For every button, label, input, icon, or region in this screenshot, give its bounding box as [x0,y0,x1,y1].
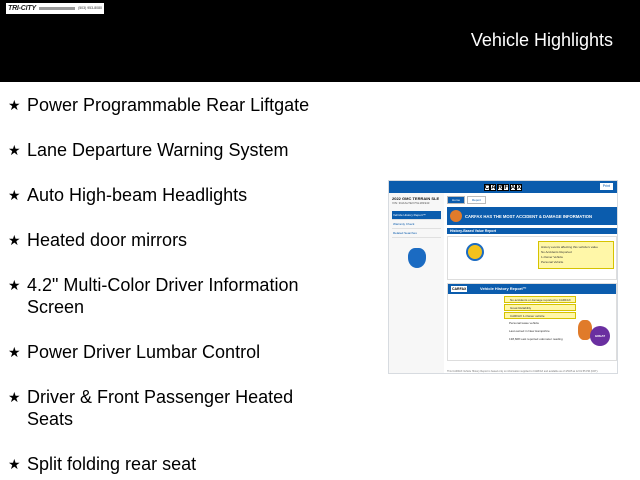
vhr-list [504,296,576,344]
vehicle-name: 2022 GMC TERRAIN SLE [392,196,440,201]
vhr-item: Last owned in New Hampshire [504,328,576,335]
vhr-item: Great Reliability [504,304,576,311]
vehicle-vin: VIN: 3GKALTEV7NL181943 [392,201,430,205]
dealer-logo[interactable] [6,3,104,14]
feature-text: Auto High-beam Headlights [27,185,248,205]
star-icon: ★ [8,344,21,360]
feature-text: Driver & Front Passenger Heated Seats [27,387,294,429]
value-event: 1-Owner Vehicle [541,255,564,259]
star-icon: ★ [8,456,21,472]
banner-text: CARFAX HAS THE MOST ACCIDENT & DAMAGE INFORMATION [465,213,593,219]
star-icon: ★ [8,277,21,293]
vehicle-history-report [447,283,617,361]
logo-tagline [39,7,75,10]
tab-home[interactable]: Home [447,196,465,204]
feature-text: Split folding rear seat [27,454,197,474]
carfax-logo-letter: A [491,184,496,191]
value-report-box [447,236,617,280]
carfax-main [447,193,617,374]
feature-item [8,229,338,251]
vhr-item: 138,608 Last reported odometer reading [504,336,576,343]
feature-item [8,453,338,475]
value-event: No Accidents Reported [541,250,572,254]
star-icon: ★ [8,97,21,113]
feature-text: Power Programmable Rear Liftgate [27,95,310,115]
feature-item [8,94,338,116]
vhr-title: Vehicle History Report™ [480,286,527,291]
value-badge-icon [466,243,484,261]
carfax-report-thumbnail[interactable] [388,180,618,374]
carfax-mini-logo: CARFAX [452,287,467,291]
carfax-logo-letter: F [504,184,509,191]
feature-item [8,386,338,430]
value-events-box [538,241,614,269]
star-icon: ★ [8,142,21,158]
value-event: Personal Vehicle [541,260,564,264]
star-icon: ★ [8,187,21,203]
feature-list [8,94,338,480]
feature-text: Lane Departure Warning System [27,140,289,160]
carfax-disclaimer: This CARFAX Vehicle History Report is based only on information supplied to CARFAX and available as of 4/5/25 at 12:01:55 PM (CDT). [447,369,599,373]
carfax-badge-icon [408,248,426,268]
carfax-banner [447,207,617,225]
feature-text: Heated door mirrors [27,230,188,250]
carfax-sidebar [389,193,444,374]
feature-text: 4.2" Multi-Color Driver Information Screen [27,275,299,317]
star-icon: ★ [8,232,21,248]
vhr-item: No accidents or damage reported to CARFAX [504,296,576,303]
header-bar [0,0,640,82]
feature-text: Power Driver Lumbar Control [27,342,261,362]
print-button[interactable]: Print [600,183,613,190]
feature-item [8,274,338,318]
fox-mascot-icon [450,210,462,222]
page-title: Vehicle Highlights [470,30,613,50]
vhr-item: Personal lease vehicle [504,320,576,327]
carfax-logo-letter: X [517,184,522,191]
feature-item [8,139,338,161]
carfax-logo [484,184,523,191]
star-icon: ★ [8,389,21,405]
feature-item [8,341,338,363]
value-report-bar[interactable]: History-Based Value Report [447,228,617,234]
carfax-logo-letter: C [484,184,490,191]
vhr-item: CARFAX 1-Owner vehicle [504,312,576,319]
logo-phone: (503) 953-8080 [78,5,102,10]
carfax-tabs [447,196,617,204]
vhr-header [448,284,616,294]
value-events-title: History events affecting this vehicle's value [541,245,598,249]
feature-item [8,184,338,206]
sidebar-item-warranty[interactable]: Warranty Check [392,220,441,229]
great-reliability-badge: GREAT RELIABILITY [590,326,610,346]
logo-name: TRI-CITY [8,5,36,12]
carfax-top-bar [389,181,617,193]
carfax-logo-letter: A [510,184,516,191]
tab-report[interactable]: Report [467,196,486,204]
sidebar-item-history-report[interactable]: Vehicle History Report™ [392,211,441,220]
carfax-logo-letter: R [497,184,503,191]
sidebar-item-related[interactable]: Related Searches [392,229,441,238]
